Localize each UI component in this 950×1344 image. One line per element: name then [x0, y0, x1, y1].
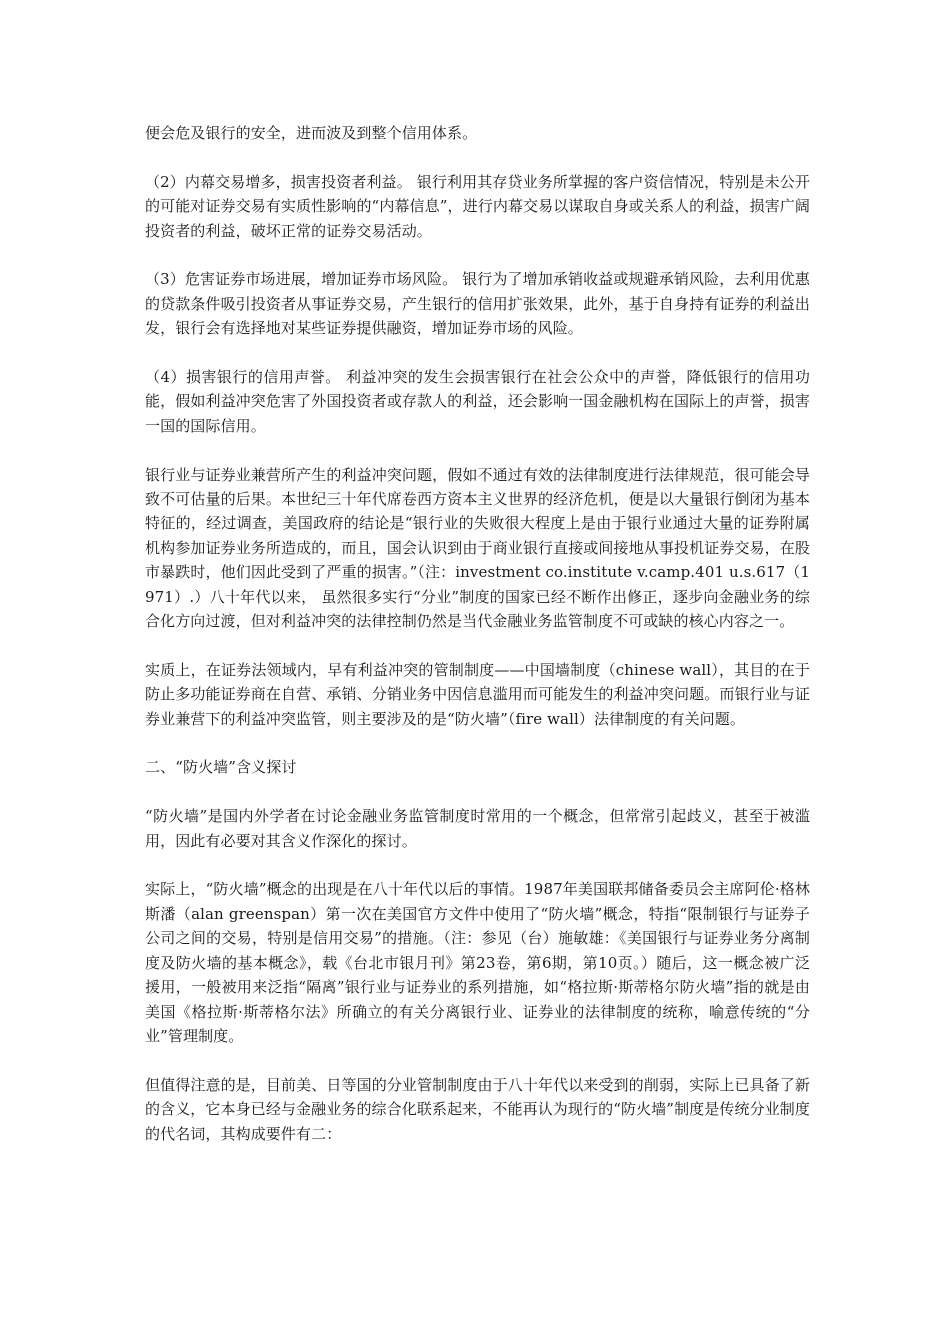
section-heading: 二、“防火墙”含义探讨 — [145, 758, 297, 777]
paragraph-legal-control: 银行业与证券业兼营所产生的利益冲突问题，假如不通过有效的法律制度进行法律规范，很可能会导致不可估量的后果。本世纪三十年代席卷西方资本主义世界的经济危机，便是以大量银行倒闭为基本特征的，经过调查，美国政府的结论是“银行业的失败很大程度上是由于银行业通过大量的证券附属机构参加证券业务所造成的，而且，国会认识到由于商业银行直接或间接地从事投机证券交易，在股市暴跌时，他们因此受到了严重的损害。”（注：investment co.institute v.camp.401 u.s.617（1971）.）八十年代以来， 虽然很多实行“分业”制度的国家已经不断作出修正，逐步向金融业务的综合化方向过渡，但对利益冲突的法律控制仍然是当代金融业务监管制度不可或缺的核心内容之一。 — [145, 465, 810, 631]
paragraph-insider-trading: （2）内幕交易增多，损害投资者利益。 银行利用其存贷业务所掌握的客户资信情况，特别是未公开的可能对证券交易有实质性影响的“内幕信息”，进行内幕交易以谋取自身或关系人的利益，损害广阔投资者的利益，破坏正常的证券交易活动。 — [145, 172, 810, 240]
paragraph-continuation: 便会危及银行的安全，进而波及到整个信用体系。 — [145, 124, 478, 142]
paragraph-chinese-wall: 实质上，在证券法领域内，早有利益冲突的管制制度——中国墙制度（chinese wall），其目的在于防止多功能证券商在自营、承销、分销业务中因信息滥用而可能发生的利益冲突问题。而银行业与证券业兼营下的利益冲突监管，则主要涉及的是“防火墙”（fire wall）法律制度的有关问题。 — [145, 660, 810, 728]
paragraph-market-risk: （3）危害证券市场进展，增加证券市场风险。 银行为了增加承销收益或规避承销风险，去利用优惠的贷款条件吸引投资者从事证券交易，产生银行的信用扩张效果，此外，基于自身持有证券的利益出发，银行会有选择地对某些证券提供融资，增加证券市场的风险。 — [145, 270, 810, 338]
paragraph-firewall-history: 实际上，“防火墙”概念的出现是在八十年代以后的事情。1987年美国联邦储备委员会主席阿伦·格林斯潘（alan greenspan）第一次在美国官方文件中使用了“防火墙”概念，特指“限制银行与证券子公司之间的交易，特别是信用交易”的措施。（注：参见（台）施敏雄：《美国银行与证券业务分离制度及防火墙的基本概念》，载《台北市银月刊》第23卷，第6期，第10页。）随后，这一概念被广泛援用，一般被用来泛指“隔离”银行业与证券业的系列措施，如“格拉斯·斯蒂格尔防火墙”指的就是由美国《格拉斯·斯蒂格尔法》所确立的有关分离银行业、证券业的法律制度的统称，喻意传统的“分业”管理制度。 — [145, 880, 810, 1045]
paragraph-firewall-concept: “防火墙”是国内外学者在讨论金融业务监管制度时常用的一个概念，但常常引起歧义，甚至于被滥用，因此有必要对其含义作深化的探讨。 — [145, 807, 810, 850]
document-page — [145, 121, 810, 1170]
paragraph-credit-reputation: （4）损害银行的信用声誉。 利益冲突的发生会损害银行在社会公众中的声誉，降低银行的信用功能，假如利益冲突危害了外国投资者或存款人的利益，还会影响一国金融机构在国际上的声誉，损害一国的国际信用。 — [145, 368, 810, 435]
paragraph-firewall-meaning: 但值得注意的是，目前美、日等国的分业管制制度由于八十年代以来受到的削弱，实际上已具备了新的含义，它本身已经与金融业务的综合化联系起来，不能再认为现行的“防火墙”制度是传统分业制度的代名词，其构成要件有二： — [145, 1075, 810, 1143]
